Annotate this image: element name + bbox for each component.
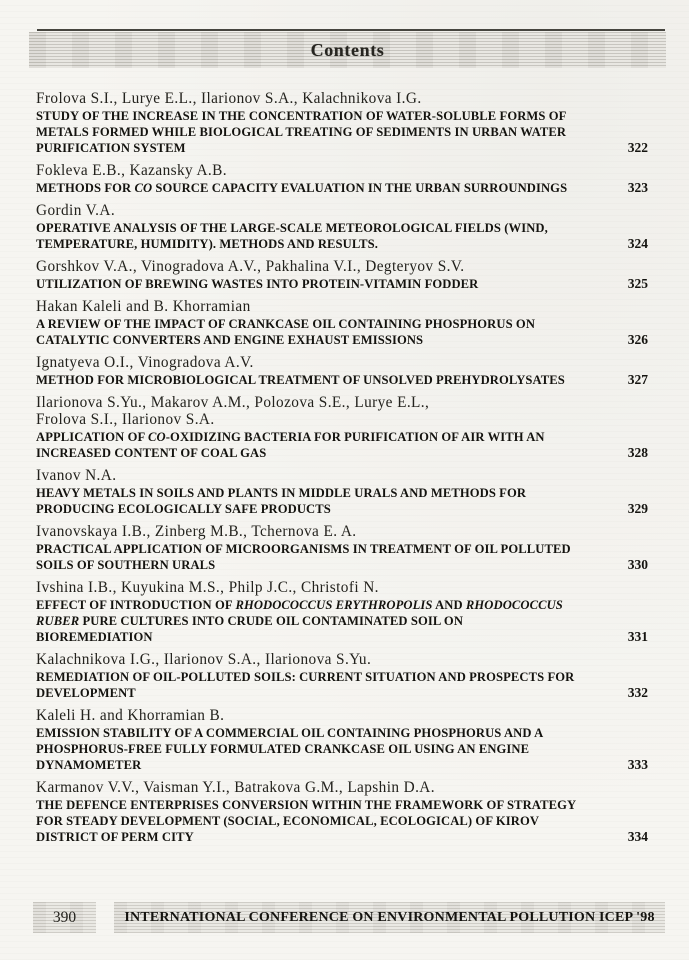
title-segment: STUDY OF THE INCREASE IN THE CONCENTRATION OF WATER-SOLUBLE FORMS OF METALS FORMED WHILE BIOLOGICAL TREATING OF SEDIMENTS IN URBAN WATER PURIFICATION SYSTEM: [36, 109, 567, 155]
entry-page-number: 328: [627, 445, 648, 460]
title-segment-italic: CO: [148, 430, 166, 444]
entry-authors: [36, 467, 648, 484]
entry-authors: [36, 202, 648, 219]
conference-title-band: [114, 902, 665, 933]
entry-title: [36, 316, 578, 348]
title-segment: EMISSION STABILITY OF A COMMERCIAL OIL CONTAINING PHOSPHORUS AND A PHOSPHORUS-FREE FULLY FORMULATED CRANKCASE OIL USING AN ENGINE DYNAMOMETER: [36, 726, 543, 772]
entry-title-row: [36, 276, 648, 292]
title-segment: HEAVY METALS IN SOILS AND PLANTS IN MIDDLE URALS AND METHODS FOR PRODUCING ECOLOGICALLY SAFE PRODUCTS: [36, 486, 527, 516]
entry-title-row: [36, 220, 648, 252]
author-line: Fokleva E.B., Kazansky A.B.: [36, 162, 227, 179]
entry-title: [36, 797, 578, 845]
author-line: Kalachnikova I.G., Ilarionov S.A., Ilarionova S.Yu.: [36, 651, 372, 668]
entry-page-number: 330: [627, 557, 648, 572]
entry-page-number: 334: [627, 829, 648, 844]
entry-title: [36, 180, 567, 196]
toc-entry: [36, 651, 648, 701]
entry-page-number: 333: [627, 757, 648, 772]
toc-entry: [36, 394, 648, 461]
title-segment: THE DEFENCE ENTERPRISES CONVERSION WITHIN THE FRAMEWORK OF STRATEGY FOR STEADY DEVELOPMENT (SOCIAL, ECONOMICAL, ECOLOGICAL) OF KIROV DISTRICT OF PERM CITY: [36, 798, 576, 844]
title-segment: METHODS FOR: [36, 181, 135, 195]
entry-page-number: 322: [627, 140, 648, 155]
entry-authors: [36, 394, 648, 428]
entry-authors: [36, 298, 648, 315]
toc-entry: [36, 354, 648, 388]
entry-title-row: [36, 372, 648, 388]
title-segment: PRACTICAL APPLICATION OF MICROORGANISMS IN TREATMENT OF OIL POLLUTED SOILS OF SOUTHERN URALS: [36, 542, 571, 572]
entry-page-number: 326: [627, 332, 648, 347]
page-title: Contents: [310, 39, 385, 60]
author-line: Ivanovskaya I.B., Zinberg M.B., Tchernova E. A.: [36, 523, 357, 540]
toc-entry: [36, 579, 648, 645]
title-segment: OPERATIVE ANALYSIS OF THE LARGE-SCALE METEOROLOGICAL FIELDS (WIND, TEMPERATURE, HUMIDITY). METHODS AND RESULTS.: [36, 221, 548, 251]
toc-entry: [36, 467, 648, 517]
entry-title: [36, 725, 578, 773]
entry-title-row: [36, 108, 648, 156]
entry-title: [36, 429, 578, 461]
entry-page-number: 332: [627, 685, 648, 700]
author-line: Gordin V.A.: [36, 202, 116, 219]
entry-authors: [36, 779, 648, 796]
author-line: Karmanov V.V., Vaisman Y.I., Batrakova G.M., Lapshin D.A.: [36, 779, 435, 796]
toc-entry: [36, 523, 648, 573]
entry-title-row: [36, 180, 648, 196]
author-line: Ilarionova S.Yu., Makarov A.M., Polozova S.E., Lurye E.L.,: [36, 394, 430, 411]
entry-title: [36, 108, 578, 156]
title-segment: -OXIDIZING BACTERIA FOR PURIFICATION OF AIR WITH AN INCREASED CONTENT OF COAL GAS: [36, 430, 545, 460]
author-line: Frolova S.I., Lurye E.L., Ilarionov S.A., Kalachnikova I.G.: [36, 90, 422, 107]
title-segment-italic: RHODOCOCCUS RUBER: [36, 598, 563, 628]
folio-number: 390: [52, 908, 77, 926]
title-segment: APPLICATION OF: [36, 430, 149, 444]
contents-header-band: [29, 32, 666, 68]
entry-authors: [36, 707, 648, 724]
title-segment: REMEDIATION OF OIL-POLLUTED SOILS: CURRENT SITUATION AND PROSPECTS FOR DEVELOPMENT: [36, 670, 575, 700]
author-line: Frolova S.I., Ilarionov S.A.: [36, 411, 215, 428]
page-footer: [33, 902, 665, 933]
entry-title: [36, 372, 565, 388]
entry-title-row: [36, 797, 648, 845]
entry-page-number: 325: [627, 276, 648, 291]
entry-title: [36, 485, 578, 517]
entry-title: [36, 669, 578, 701]
title-segment: METHOD FOR MICROBIOLOGICAL TREATMENT OF UNSOLVED PREHYDROLYSATES: [36, 373, 565, 387]
conference-title: INTERNATIONAL CONFERENCE ON ENVIRONMENTAL POLLUTION ICEP '98: [124, 909, 655, 925]
entry-title-row: [36, 725, 648, 773]
entry-title: [36, 276, 478, 292]
title-segment: PURE CULTURES INTO CRUDE OIL CONTAMINATED SOIL ON BIOREMEDIATION: [36, 614, 464, 644]
title-segment: AND: [432, 598, 466, 612]
folio-number-box: [33, 902, 96, 933]
entry-title: [36, 541, 578, 573]
entry-authors: [36, 579, 648, 596]
entry-page-number: 323: [627, 180, 648, 195]
author-line: Ivshina I.B., Kuyukina M.S., Philp J.C., Christofi N.: [36, 579, 379, 596]
title-segment: SOURCE CAPACITY EVALUATION IN THE URBAN SURROUNDINGS: [152, 181, 568, 195]
entry-page-number: 324: [627, 236, 648, 251]
toc-entry: [36, 707, 648, 773]
toc-entry: [36, 202, 648, 252]
entry-authors: [36, 651, 648, 668]
toc-entry: [36, 162, 648, 196]
toc-entries: [36, 90, 648, 851]
entry-title: [36, 597, 578, 645]
entry-page-number: 329: [627, 501, 648, 516]
author-line: Ignatyeva O.I., Vinogradova A.V.: [36, 354, 254, 371]
title-segment: A REVIEW OF THE IMPACT OF CRANKCASE OIL CONTAINING PHOSPHORUS ON CATALYTIC CONVERTERS AND ENGINE EXHAUST EMISSIONS: [36, 317, 536, 347]
toc-entry: [36, 90, 648, 156]
entry-title-row: [36, 669, 648, 701]
entry-title-row: [36, 485, 648, 517]
entry-page-number: 327: [627, 372, 648, 387]
author-line: Hakan Kaleli and B. Khorramian: [36, 298, 251, 315]
toc-entry: [36, 258, 648, 292]
author-line: Gorshkov V.A., Vinogradova A.V., Pakhalina V.I., Degteryov S.V.: [36, 258, 465, 275]
entry-authors: [36, 90, 648, 107]
entry-title-row: [36, 541, 648, 573]
toc-entry: [36, 779, 648, 845]
entry-authors: [36, 354, 648, 371]
entry-title: [36, 220, 578, 252]
entry-page-number: 331: [627, 629, 648, 644]
title-segment: UTILIZATION OF BREWING WASTES INTO PROTEIN-VITAMIN FODDER: [36, 277, 479, 291]
title-segment: EFFECT OF INTRODUCTION OF: [36, 598, 236, 612]
title-segment-italic: CO: [134, 181, 153, 195]
entry-authors: [36, 523, 648, 540]
author-line: Kaleli H. and Khorramian B.: [36, 707, 225, 724]
title-segment-italic: RHODOCOCCUS ERYTHROPOLIS: [235, 598, 433, 612]
entry-authors: [36, 258, 648, 275]
entry-title-row: [36, 597, 648, 645]
author-line: Ivanov N.A.: [36, 467, 117, 484]
entry-title-row: [36, 429, 648, 461]
toc-entry: [36, 298, 648, 348]
entry-authors: [36, 162, 648, 179]
entry-title-row: [36, 316, 648, 348]
